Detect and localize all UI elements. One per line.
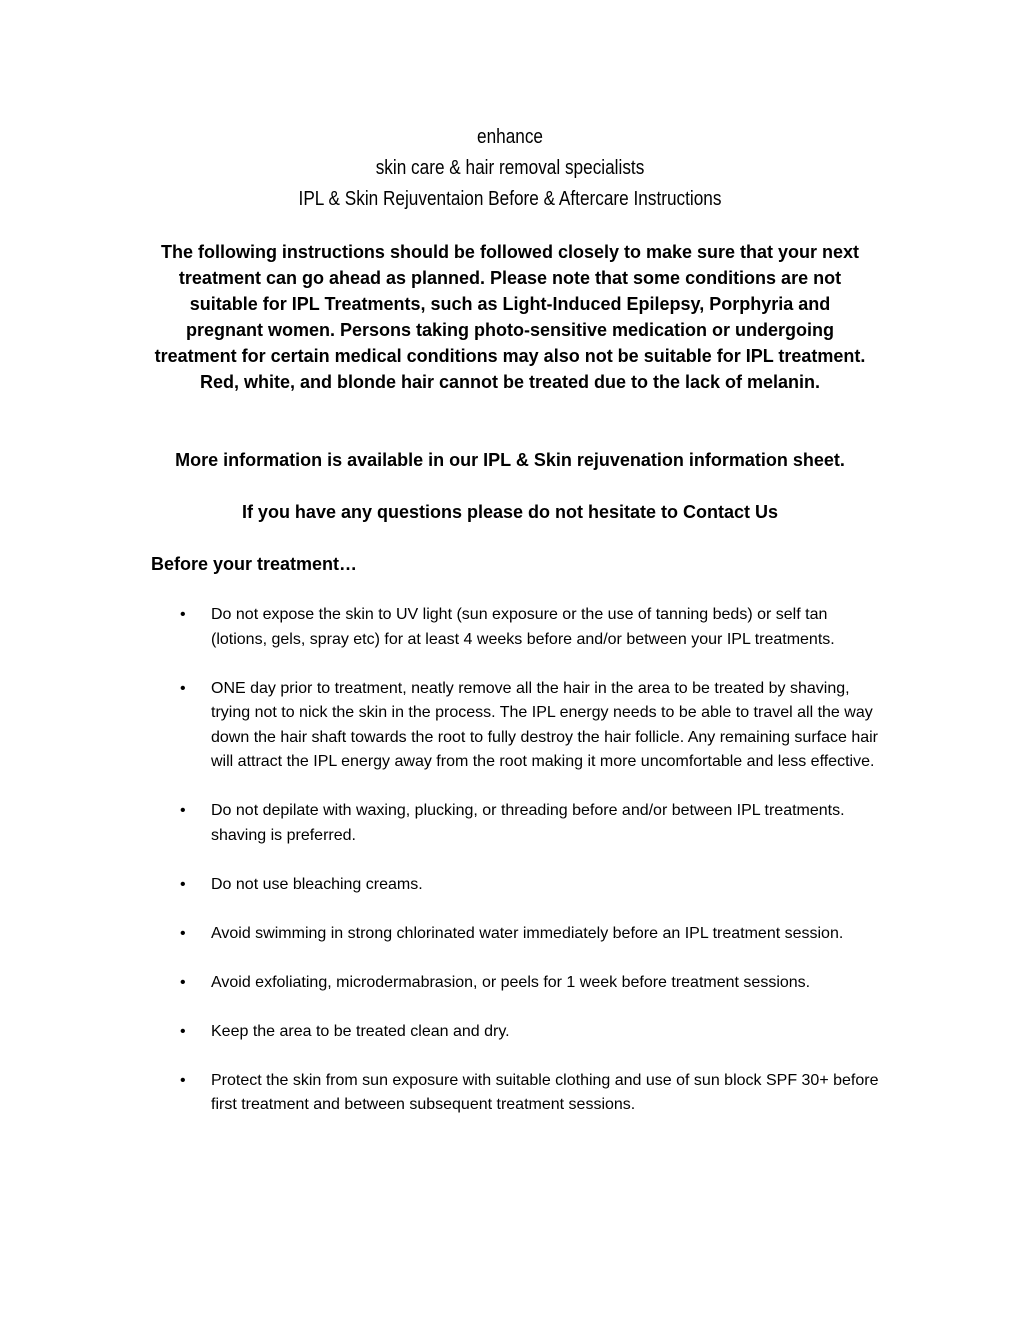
bullet-icon: • <box>180 606 186 623</box>
bullet-icon: • <box>180 1022 186 1040</box>
list-item <box>180 922 880 947</box>
brand-name: enhance <box>476 126 544 148</box>
list-item-text: Do not use bleaching creams. <box>211 875 423 893</box>
more-info-line: More information is available in our IPL & Skin rejuvenation information sheet. <box>175 450 845 470</box>
list-item <box>180 1020 880 1045</box>
contact-line: If you have any questions please do not hesitate to Contact Us <box>241 502 779 522</box>
list-item-text: Do not expose the skin to UV light (sun exposure or the use of tanning beds) or self tan (lotions, gels, spray etc) for at least 4 weeks before and/or between your IPL treatments. <box>211 606 835 648</box>
brand-subtitle: skin care & hair removal specialists <box>375 157 645 179</box>
list-item-text: Avoid swimming in strong chlorinated water immediately before an IPL treatment session. <box>211 924 844 942</box>
intro-paragraph: The following instructions should be followed closely to make sure that your next treatment can go ahead as planned. Please note that some conditions are not suitable for IPL Treatments, such as Light-Induced Epilepsy, Porphyria and pregnant women. Persons taking photo-sensitive medication or undergoing treatment for certain medical conditions may also not be suitable for IPL treatment. Red, white, and blonde hair cannot be treated due to the lack of melanin. <box>154 242 866 392</box>
list-item-text: Do not depilate with waxing, plucking, or threading before and/or between IPL treatments. shaving is preferred. <box>211 802 845 844</box>
list-item <box>180 603 880 652</box>
bullet-icon: • <box>180 802 186 819</box>
document-title: IPL & Skin Rejuventaion Before & Aftercare Instructions <box>298 188 722 210</box>
bullet-icon: • <box>180 924 186 942</box>
list-item <box>180 799 880 848</box>
bullet-icon: • <box>180 1071 186 1089</box>
document-header <box>71 122 948 215</box>
bullet-icon: • <box>180 973 186 991</box>
list-item-text: ONE day prior to treatment, neatly remove all the hair in the area to be treated by shaving, trying not to nick the skin in the process. The IPL energy needs to be able to travel all the way down the hair shaft towards the root to fully destroy the hair follicle. Any remaining surface hair will attract the IPL energy away from the root making it more uncomfortable and less effective. <box>211 679 879 770</box>
intro-section <box>150 239 870 395</box>
list-item <box>180 873 880 898</box>
before-treatment-heading: Before your treatment… <box>151 554 358 574</box>
list-item-text: Protect the skin from sun exposure with suitable clothing and use of sun block SPF 30+ before first treatment and between subsequent treatment sessions. <box>211 1071 879 1113</box>
before-treatment-list <box>180 603 880 1142</box>
list-item <box>180 1069 880 1118</box>
list-item-text: Avoid exfoliating, microdermabrasion, or peels for 1 week before treatment sessions. <box>211 973 811 991</box>
bullet-icon: • <box>180 875 186 893</box>
bullet-icon: • <box>180 679 186 697</box>
list-item <box>180 971 880 996</box>
list-item <box>180 677 880 775</box>
list-item-text: Keep the area to be treated clean and dry. <box>211 1022 510 1040</box>
